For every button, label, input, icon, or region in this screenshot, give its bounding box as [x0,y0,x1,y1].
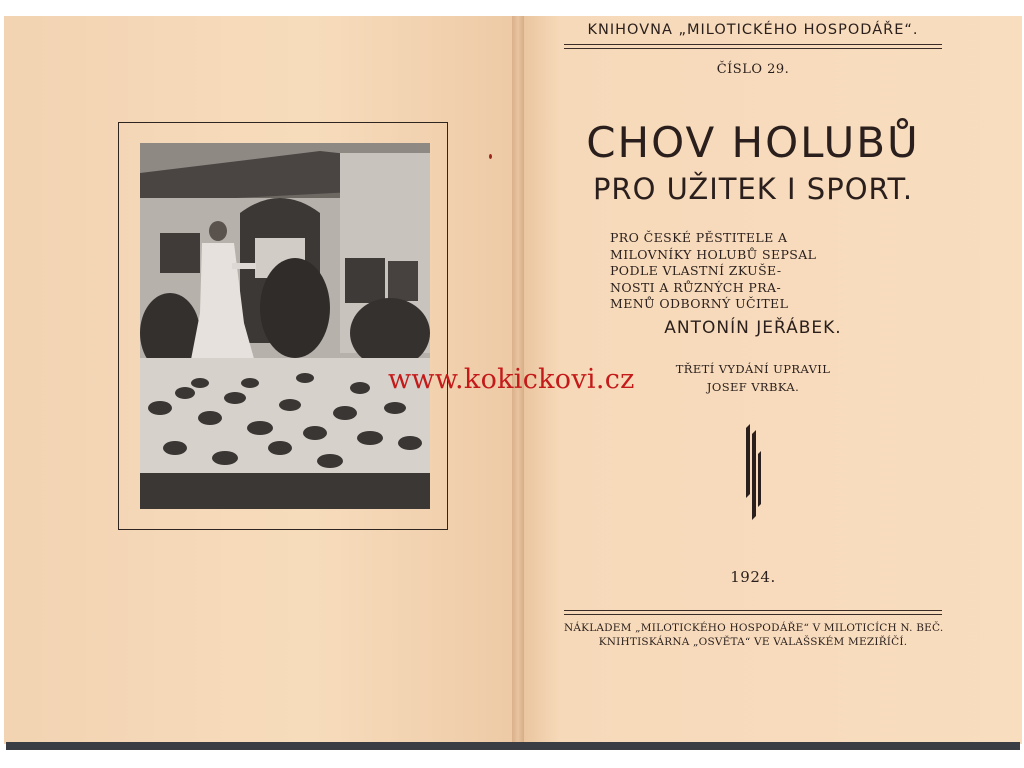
publisher-imprint [564,621,942,649]
top-double-rule [564,44,942,49]
description-line: MILOVNÍKY HOLUBŮ SEPSAL [610,246,817,262]
series-title: KNIHOVNA „MILOTICKÉHO HOSPODÁŘE“. [587,22,919,38]
frontispiece-photo [140,143,430,509]
bottom-double-rule [564,610,942,615]
edition-line: JOSEF VRBKA. [706,380,800,394]
description-line: MENŮ ODBORNÝ UČITEL [610,296,789,311]
publication-year: 1924. [730,568,776,586]
description-block [610,230,864,313]
photo-woman-feeding-pigeons-icon [140,143,430,509]
vignette-ornament-icon [740,424,764,520]
description-line: PODLE VLASTNÍ ZKUŠE- [610,263,782,278]
book-bottom-edge [6,742,1020,750]
book-subtitle: PRO UŽITEK I SPORT. [592,172,914,206]
publisher-line: NÁKLADEM „MILOTICKÉHO HOSPODÁŘE“ V MILOTICÍCH N. BEČ. [564,622,944,634]
edition-line: TŘETÍ VYDÁNÍ UPRAVIL [675,362,831,376]
author-name: ANTONÍN JEŘÁBEK. [664,318,842,338]
book-title: CHOV HOLUBŮ [586,118,920,167]
description-line: NOSTI A RŮZNÝCH PRA- [610,279,782,295]
paper-speck [489,154,492,159]
description-line: PRO ČESKÉ PĚSTITELE A [610,230,788,245]
watermark-url: www.kokickovi.cz [388,364,635,395]
publisher-line: KNIHTISKÁRNA „OSVĚTA“ VE VALAŠSKÉM MEZIŘÍČÍ. [598,636,908,648]
volume-number: ČÍSLO 29. [716,62,790,77]
edition-note [564,360,942,396]
